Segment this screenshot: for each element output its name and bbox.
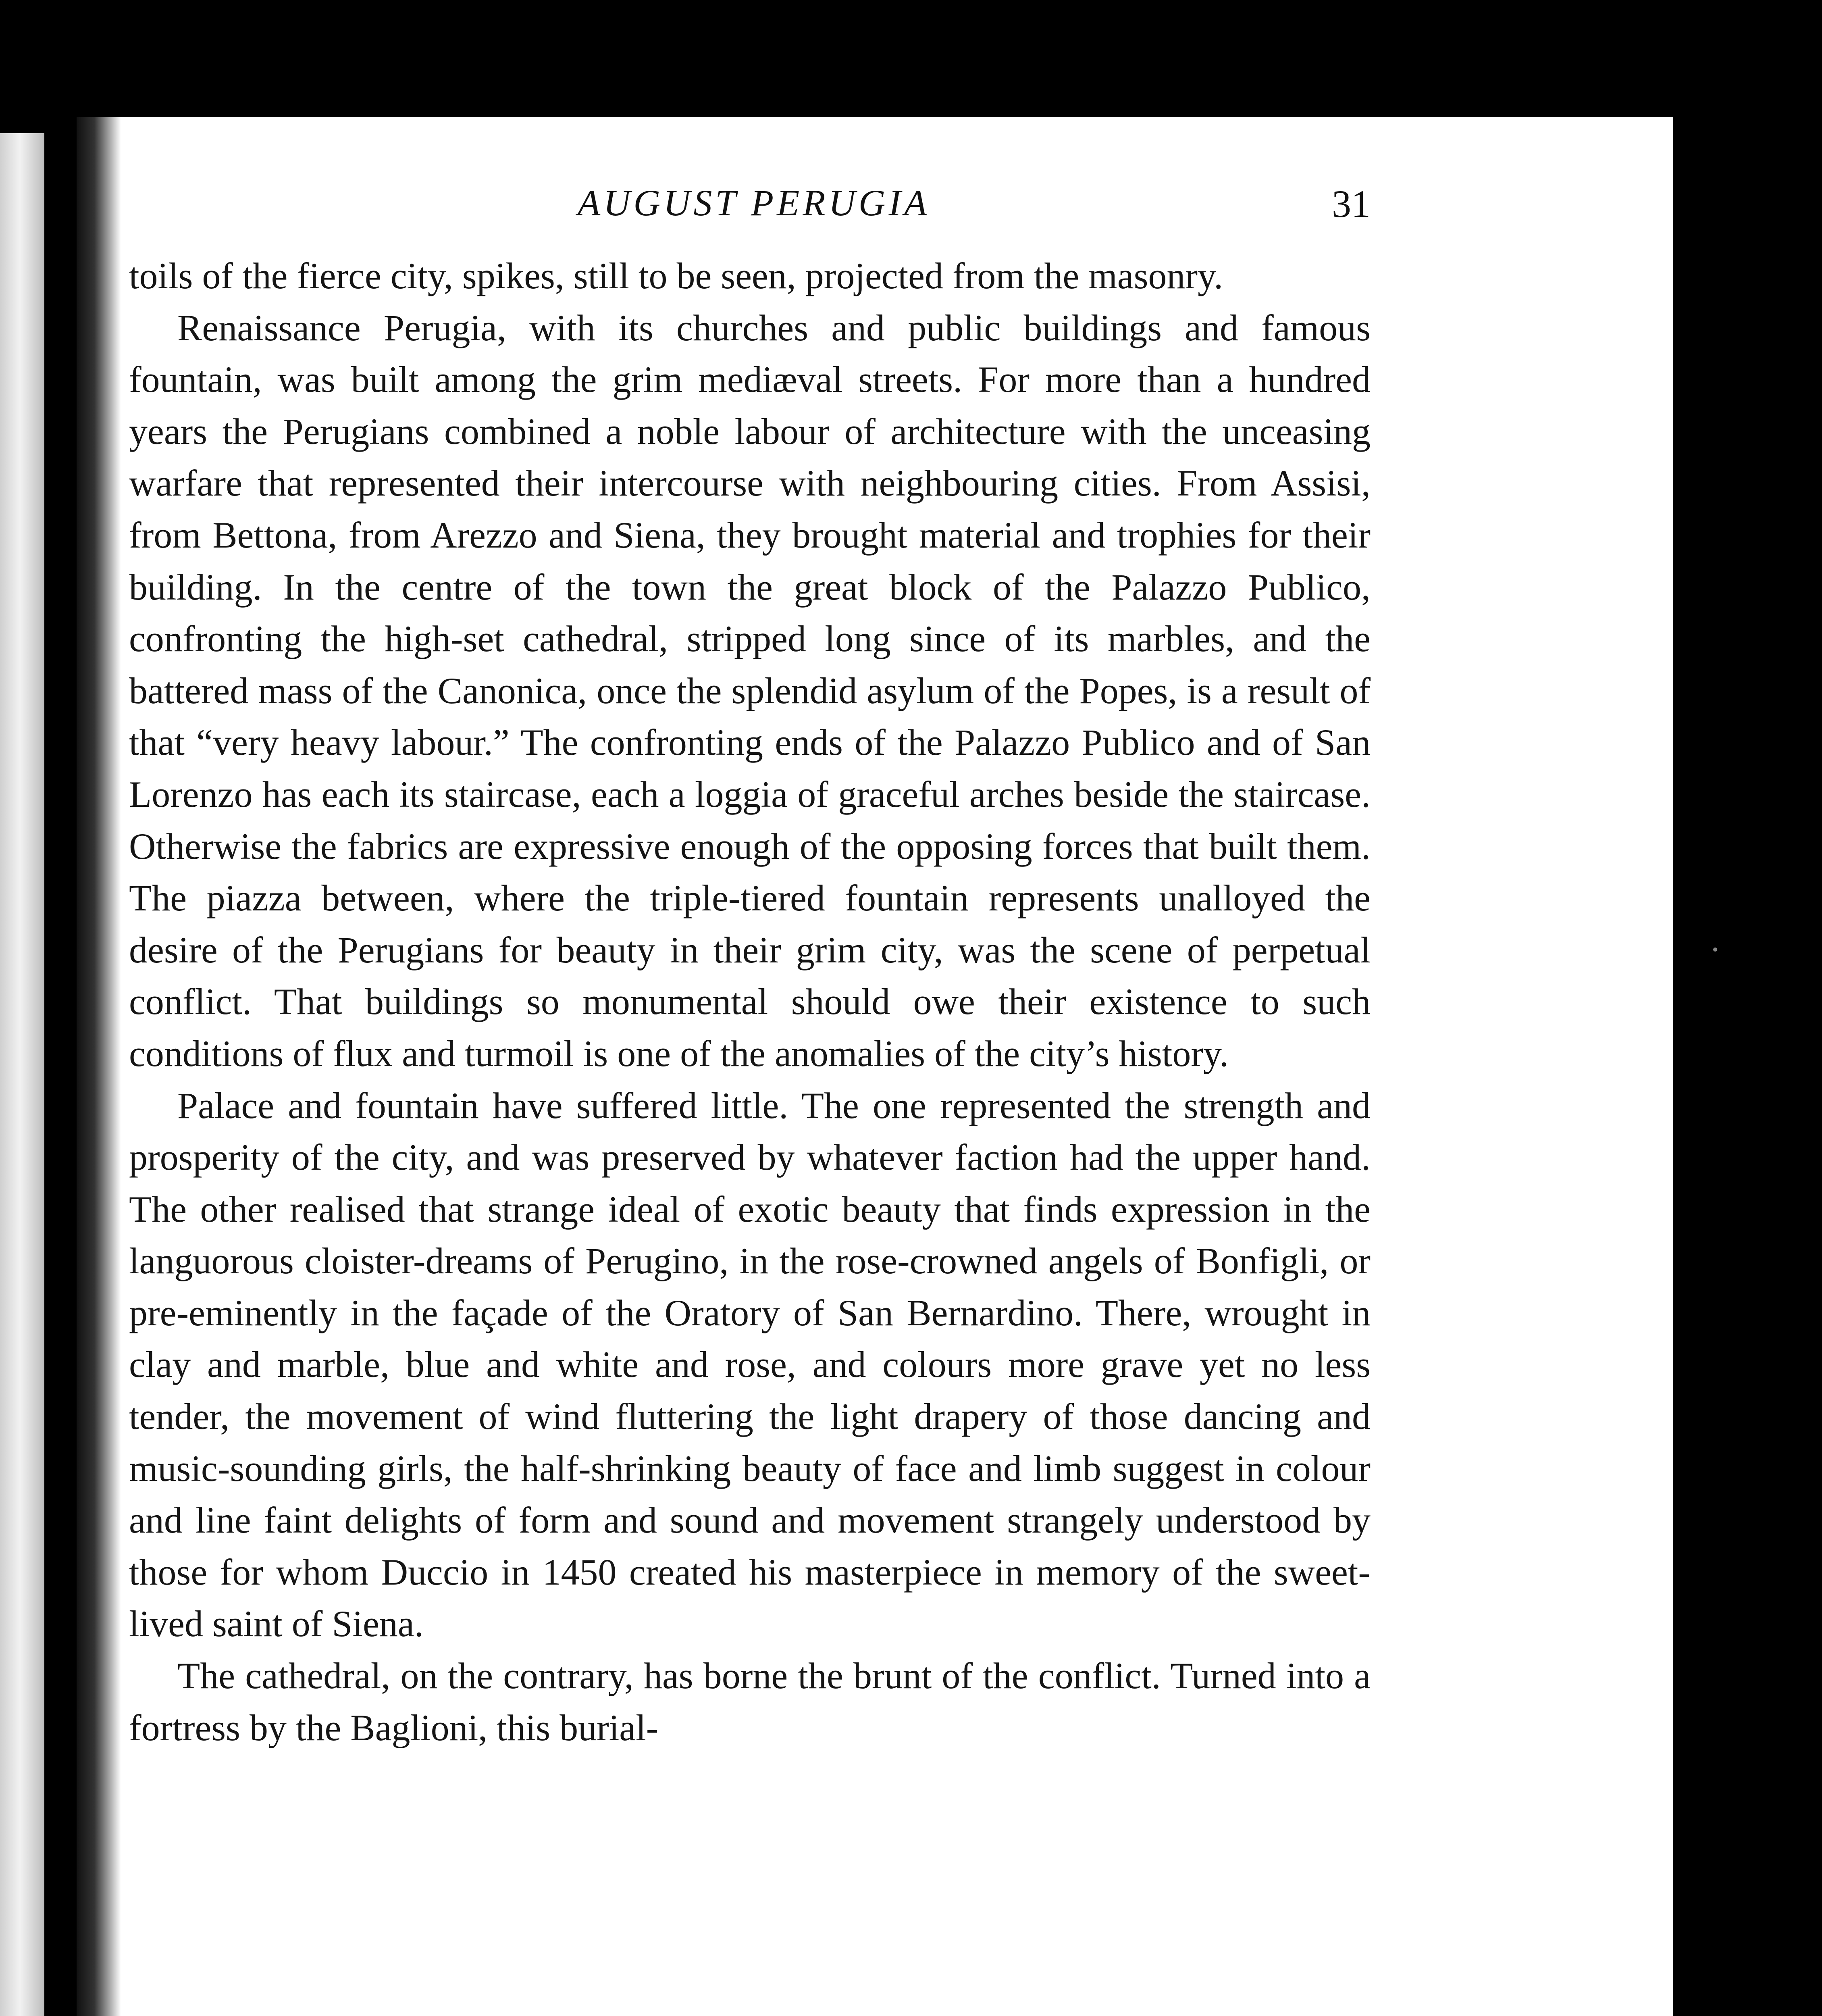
running-head: [137, 181, 1371, 246]
paragraph: The cathedral, on the contrary, has borne the brunt of the conflict. Turned into a fortress by the Baglioni, this burial-: [129, 1655, 1371, 1748]
paragraph: Palace and fountain have suffered little. The one represented the strength and prosperity of the city, and was preserved by whatever faction had the upper hand. The other realised that strange ideal of exotic beauty that finds expression in the languorous cloister-dreams of Perugino, in the rose-crowned angels of Bonfigli, or pre-eminently in the façade of the Oratory of San Bernardino. There, wrought in clay and marble, blue and white and rose, and colours more grave yet no less tender, the movement of wind fluttering the light drapery of those dancing and music-sounding girls, the half-shrinking beauty of face and limb suggest in colour and line faint delights of form and sound and movement strangely understood by those for whom Duccio in 1450 created his masterpiece in memory of the sweet-lived saint of Siena.: [129, 1085, 1371, 1645]
paper-speck: [1713, 948, 1717, 952]
page-number: 31: [1332, 182, 1371, 225]
page-gutter-shadow: [77, 117, 121, 2016]
body-text: [129, 250, 1371, 1754]
running-title: AUGUST PERUGIA: [577, 182, 930, 223]
paragraph: toils of the fierce city, spikes, still to be seen, projected from the masonry.: [129, 255, 1223, 296]
book-spine-edge: [0, 133, 44, 2016]
paragraph: Renaissance Perugia, with its churches and public buildings and famous fountain, was built among the grim mediæval streets. For more than a hundred years the Perugians combined a noble labour of architecture with the unceasing warfare that represented their intercourse with neighbouring cities. From Assisi, from Bettona, from Arezzo and Siena, they brought material and trophies for their building. In the centre of the town the great block of the Palazzo Publico, confronting the high-set cathedral, stripped long since of its marbles, and the battered mass of the Canonica, once the splendid asylum of the Popes, is a result of that “very heavy labour.” The confronting ends of the Palazzo Publico and of San Lorenzo has each its staircase, each a loggia of graceful arches beside the staircase. Otherwise the fabrics are expressive enough of the opposing forces that built them. The piazza between, where the triple-tiered fountain represents unalloyed the desire of the Perugians for beauty in their grim city, was the scene of perpetual conflict. That buildings so monumental should owe their existence to such conditions of flux and turmoil is one of the anomalies of the city’s history.: [129, 307, 1371, 1074]
